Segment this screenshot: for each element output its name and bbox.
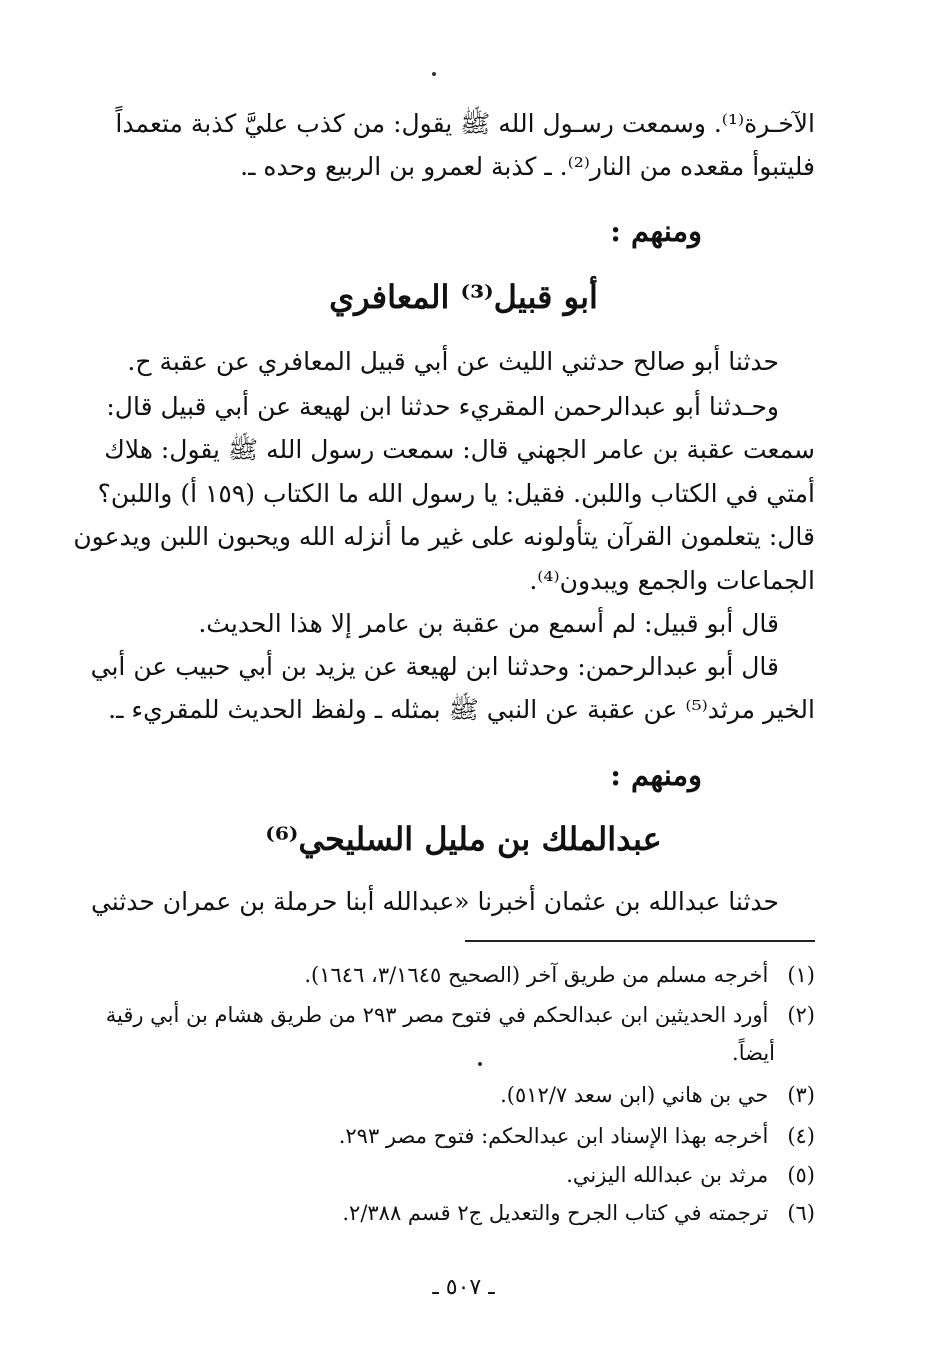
footnote-number: (٢): [787, 1003, 815, 1027]
body-line: الجماعات والجمع ويبدون⁽⁴⁾.: [529, 566, 815, 595]
footnote-text: أورد الحديثين ابن عبدالحكم في فتوح مصر ٢٩٣ من طريق هشام بن أبي رقية: [105, 1003, 769, 1027]
footnote: [304, 960, 815, 990]
narrator-name: عبدالملك بن مليل السليحي⁽⁶⁾: [265, 820, 662, 858]
footnote-text: أخرجه مسلم من طريق آخر (الصحيح ٣/١٦٤٥، ١٦٤٦).: [304, 963, 769, 987]
body-line: الخير مرثد⁽⁵⁾ عن عقبة عن النبي ﷺ بمثله ـ ولفظ الحديث للمقريء ـ.: [108, 695, 815, 724]
body-line: سمعت عقبة بن عامر الجهني قال: سمعت رسول الله ﷺ يقول: هلاك: [104, 435, 815, 464]
section-heading: ومنهم :: [610, 214, 702, 248]
body-line: حدثنا عبدالله بن عثمان أخبرنا «عبدالله أبنا حرملة بن عمران حدثني: [90, 887, 779, 916]
body-line: فليتبوأ مقعده من النار⁽²⁾. ـ كذبة لعمرو بن الربيع وحده ـ.: [240, 152, 815, 181]
footnote-text: ترجمته في كتاب الجرح والتعديل ج٢ قسم ٢/٣٨٨.: [342, 1201, 769, 1225]
section-heading: ومنهم :: [610, 758, 702, 792]
body-line: الآخـرة⁽¹⁾. وسمعت رسـول الله ﷺ يقول: من كذب عليَّ كذبة متعمداً: [115, 109, 815, 138]
footnote: [106, 1000, 815, 1030]
footnote-separator: [465, 940, 815, 942]
body-line: قال: يتعلمون القرآن يتأولونه على غير ما أنزله الله ويحبون اللبن ويدعون: [73, 522, 815, 551]
body-line: حدثنا أبو صالح حدثني الليث عن أبي قبيل المعافري عن عقبة ح.: [127, 347, 779, 376]
footnote-number: (٦): [787, 1201, 815, 1225]
body-line: قال أبو قبيل: لم أسمع من عقبة بن عامر إلا هذا الحديث.: [198, 609, 779, 638]
footnote: [500, 1080, 815, 1110]
page-number: ـ ٥٠٧ ـ: [432, 1275, 495, 1300]
body-line: أمتي في الكتاب واللبن. فقيل: يا رسول الله ما الكتاب (١٥٩ أ) واللبن؟: [97, 479, 815, 508]
footnote: [566, 1160, 815, 1190]
footnote: [342, 1198, 815, 1228]
footnote-text: أخرجه بهذا الإسناد ابن عبدالحكم: فتوح مصر ٢٩٣.: [338, 1124, 769, 1148]
footnote-number: (٤): [787, 1124, 815, 1148]
footnote-text: مرثد بن عبدالله اليزني.: [566, 1163, 769, 1187]
body-line: قال أبو عبدالرحمن: وحدثنا ابن لهيعة عن يزيد بن أبي حبيب عن أبي: [90, 652, 779, 681]
footnote-number: (١): [787, 963, 815, 987]
footnote-number: (٥): [787, 1163, 815, 1187]
footnote-text: حي بن هاني (ابن سعد ٥١٢/٧).: [500, 1083, 769, 1107]
narrator-name: أبو قبيل⁽³⁾ المعافري: [329, 278, 598, 316]
footnote-number: (٣): [787, 1083, 815, 1107]
footnote: [339, 1121, 815, 1151]
body-line: وحـدثنا أبو عبدالرحمن المقريء حدثنا ابن لهيعة عن أبي قبيل قال:: [106, 392, 779, 421]
scan-speck: [478, 1062, 482, 1066]
scan-speck: [432, 72, 436, 76]
footnote-continuation: أيضاً.: [732, 1041, 775, 1065]
